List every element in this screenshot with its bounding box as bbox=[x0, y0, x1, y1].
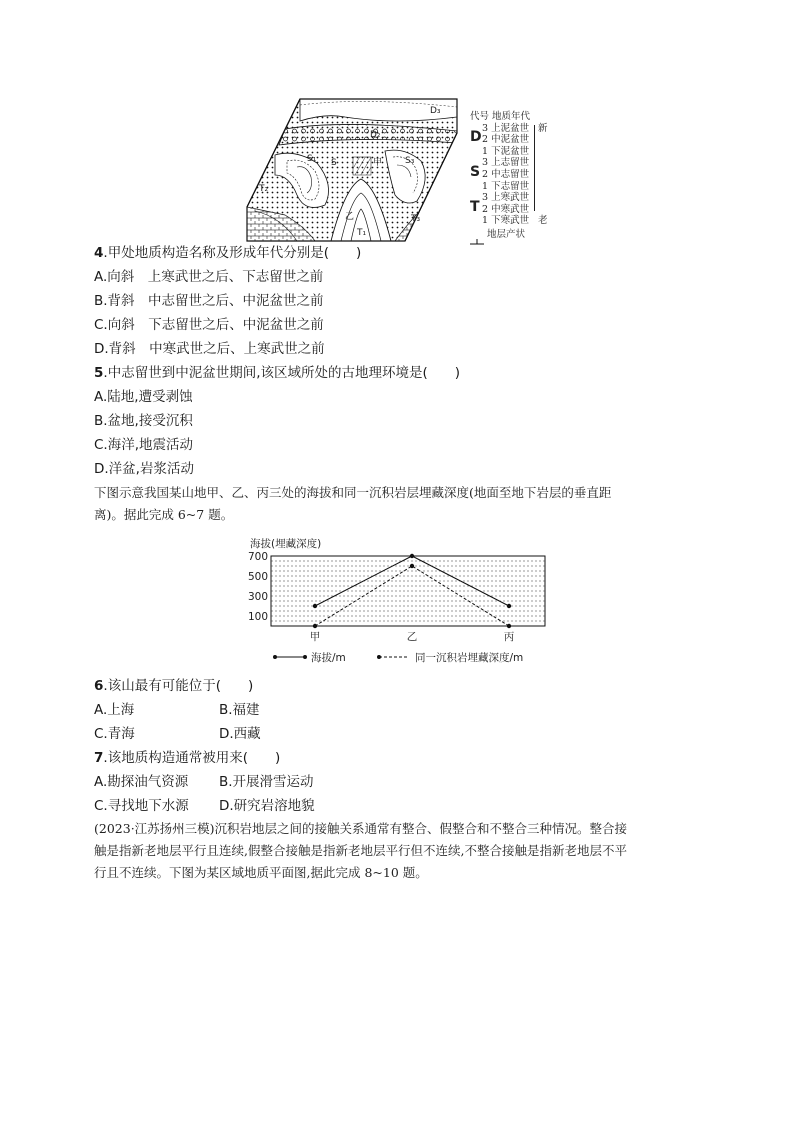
legend-vertical-line bbox=[534, 125, 535, 211]
q5-number: 5 bbox=[94, 365, 104, 381]
legend-era: 2 中寒武世 bbox=[482, 203, 530, 215]
geology-legend bbox=[468, 111, 558, 227]
q7-option-d[interactable]: D.研究岩溶地貌 bbox=[219, 798, 315, 814]
intro-8-10-line2: 触是指新老地层平行且连续,假整合接触是指新老地层平行但不连续,不整合接触是指新老地层不平 bbox=[94, 843, 627, 858]
legend-series-0-label: 海拔/m bbox=[311, 652, 346, 664]
q6-stem: .该山最有可能位于( ) bbox=[103, 678, 254, 694]
data-point bbox=[313, 624, 317, 628]
legend-era: 3 上泥盆世 bbox=[482, 122, 530, 134]
geology-block-svg bbox=[245, 95, 460, 243]
q7-option-b[interactable]: B.开展滑雪运动 bbox=[219, 774, 314, 790]
q4-option-c[interactable]: C.向斜 下志留世之后、中泥盆世之前 bbox=[94, 317, 324, 333]
q7-number: 7 bbox=[94, 750, 104, 766]
legend-solid-dot bbox=[273, 655, 277, 659]
label-d3: D₃ bbox=[430, 106, 441, 116]
label-s3: S₃ bbox=[405, 156, 415, 166]
legend-row bbox=[468, 129, 558, 146]
q4-option-a[interactable]: A.向斜 上寒武世之后、下志留世之前 bbox=[94, 269, 324, 285]
legend-row bbox=[468, 157, 558, 169]
q6-option-a[interactable]: A.上海 bbox=[94, 702, 135, 718]
legend-solid-dot bbox=[303, 655, 307, 659]
data-point bbox=[410, 554, 414, 558]
label-jia: 甲 bbox=[373, 158, 383, 168]
x-category-label: 甲 bbox=[309, 631, 321, 643]
legend-header: 代号 地质年代 bbox=[470, 111, 531, 122]
y-tick-label: 100 bbox=[247, 611, 268, 623]
chart-title: 海拔(埋藏深度) bbox=[250, 538, 322, 550]
x-category-label: 丙 bbox=[503, 631, 515, 643]
chart-svg bbox=[235, 534, 565, 668]
label-yi: 乙 bbox=[345, 212, 355, 222]
q6-option-b[interactable]: B.福建 bbox=[219, 702, 260, 718]
legend-row bbox=[468, 215, 558, 227]
legend-row bbox=[468, 146, 558, 158]
q4-stem: .甲处地质构造名称及形成年代分别是( ) bbox=[103, 245, 362, 261]
legend-rows bbox=[468, 123, 558, 227]
q6-option-c[interactable]: C.青海 bbox=[94, 726, 135, 742]
intro-6-7-line2: 离)。据此完成 6~7 题。 bbox=[94, 507, 234, 522]
label-s1: S₁ bbox=[307, 154, 317, 164]
q5-option-b[interactable]: B.盆地,接受沉积 bbox=[94, 413, 193, 429]
data-point bbox=[507, 624, 511, 628]
intro-6-7 bbox=[94, 482, 734, 526]
attitude-label: 地层产状 bbox=[487, 229, 526, 240]
legend-era: 1 下志留世 bbox=[482, 180, 530, 192]
legend-code: D bbox=[470, 129, 482, 146]
label-t2: T₂ bbox=[259, 184, 269, 194]
legend-era: 3 上志留世 bbox=[482, 157, 530, 169]
question-6 bbox=[94, 677, 253, 695]
geology-block-diagram bbox=[245, 95, 460, 243]
intro-8-10-line1: (2023·江苏扬州三模)沉积岩地层之间的接触关系通常有整合、假整合和不整合三种情况。整合接 bbox=[94, 821, 628, 836]
y-tick-label: 500 bbox=[247, 571, 268, 583]
legend-era: 2 中志留世 bbox=[482, 168, 530, 180]
q5-option-d[interactable]: D.洋盆,岩浆活动 bbox=[94, 461, 194, 477]
q5-option-a[interactable]: A.陆地,遭受剥蚀 bbox=[94, 389, 193, 405]
x-category-label: 乙 bbox=[406, 631, 418, 643]
label-d2: D₂ bbox=[370, 130, 381, 140]
q7-option-c[interactable]: C.寻找地下水源 bbox=[94, 798, 189, 814]
legend-era: 3 上寒武世 bbox=[482, 192, 530, 204]
legend-era: 2 中泥盆世 bbox=[482, 134, 530, 146]
y-tick-label: 300 bbox=[247, 591, 268, 603]
legend-code: S bbox=[470, 163, 481, 180]
q6-option-d[interactable]: D.西藏 bbox=[219, 726, 261, 742]
q4-number: 4 bbox=[94, 245, 104, 261]
legend-code: T bbox=[470, 198, 480, 215]
y-tick-label: 700 bbox=[247, 551, 268, 563]
data-point bbox=[507, 604, 511, 608]
q5-option-c[interactable]: C.海洋,地震活动 bbox=[94, 437, 194, 453]
label-t3: T₃ bbox=[411, 214, 421, 224]
data-point bbox=[313, 604, 317, 608]
legend-row bbox=[468, 192, 558, 204]
label-t1: T₁ bbox=[357, 228, 367, 238]
legend-row bbox=[468, 181, 558, 193]
intro-6-7-line1: 下图示意我国某山地甲、乙、丙三处的海拔和同一沉积岩层埋藏深度(地面至地下岩层的垂直距 bbox=[94, 485, 612, 500]
legend-era: 1 下寒武世 bbox=[482, 215, 530, 227]
data-point bbox=[410, 564, 414, 568]
question-7 bbox=[94, 749, 280, 767]
question-5 bbox=[94, 364, 460, 382]
legend-dashed-dot bbox=[377, 655, 381, 659]
q4-option-d[interactable]: D.背斜 中寒武世之后、上寒武世之前 bbox=[94, 341, 325, 357]
q6-number: 6 bbox=[94, 678, 104, 694]
label-s: S bbox=[331, 158, 337, 168]
intro-8-10-line3: 行且不连续。下图为某区域地质平面图,据此完成 8~10 题。 bbox=[94, 865, 428, 880]
legend-era: 1 下泥盆世 bbox=[482, 145, 530, 157]
q4-option-b[interactable]: B.背斜 中志留世之后、中泥盆世之前 bbox=[94, 293, 324, 309]
legend-mark: 新 bbox=[538, 122, 548, 134]
question-4 bbox=[94, 244, 361, 262]
legend-series-1-label: 同一沉积岩埋藏深度/m bbox=[415, 652, 524, 664]
q7-option-a[interactable]: A.勘探油气资源 bbox=[94, 774, 189, 790]
altitude-depth-chart bbox=[235, 534, 565, 668]
attitude-symbol-icon bbox=[470, 231, 484, 239]
q5-stem: .中志留世到中泥盆世期间,该区域所处的古地理环境是( ) bbox=[103, 365, 461, 381]
intro-8-10 bbox=[94, 818, 734, 884]
legend-mark: 老 bbox=[538, 215, 548, 227]
q7-stem: .该地质构造通常被用来( ) bbox=[103, 750, 281, 766]
